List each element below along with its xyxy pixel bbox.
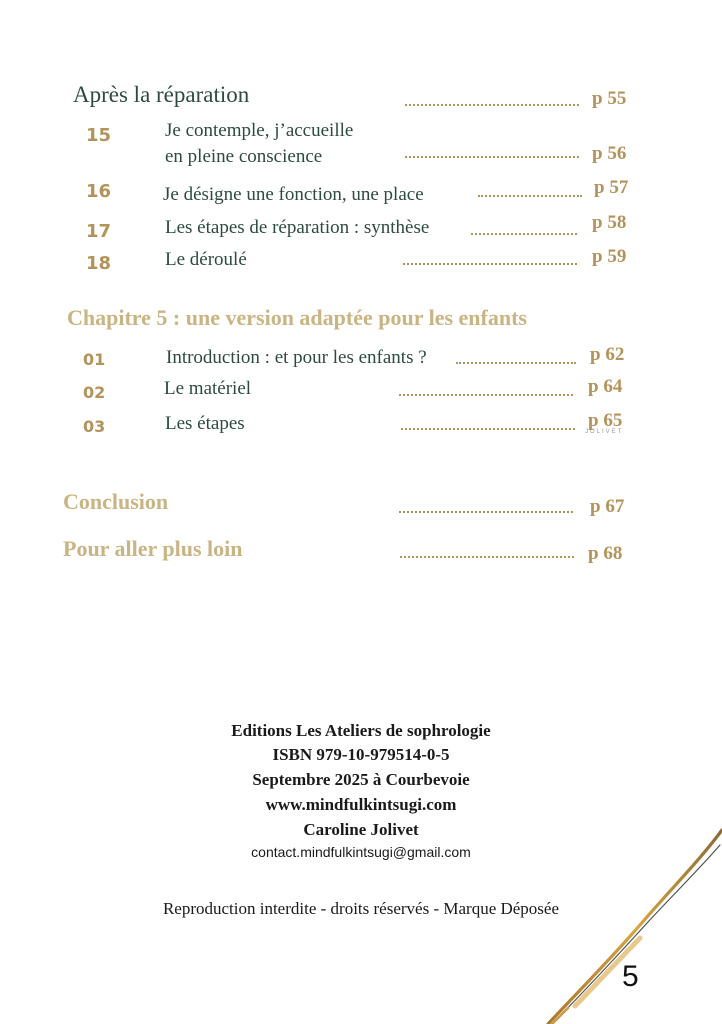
contact-email: contact.mindfulkintsugi@gmail.com [251,844,471,860]
toc-page-number: p 55 [592,88,627,109]
toc-entry-title: Le matériel [164,378,252,399]
toc-page-number: p 62 [590,344,625,365]
toc-entry-number: 15 [86,125,112,146]
toc-page-number: p 68 [588,543,623,564]
toc-entry-title: Les étapes de réparation : synthèse [165,217,430,238]
conclusion-title: Conclusion [63,489,169,514]
toc-page-number: p 57 [594,177,629,198]
toc-page-number: p 67 [590,496,625,517]
section-title-apres: Après la réparation [73,82,250,107]
toc-page-number: p 56 [592,143,627,164]
copyright-notice: Reproduction interdite - droits réservés - Marque Déposée [162,899,560,918]
toc-entry-number: 16 [86,181,112,202]
page-number: 5 [622,960,639,993]
toc-entry-title: Le déroulé [165,249,247,270]
toc-page-number: p 65 [588,410,623,431]
toc-entry-number: 03 [83,417,106,436]
toc-entry-number: 18 [86,253,112,274]
publication-date: Septembre 2025 à Courbevoie [252,770,470,789]
toc-entry-title-line1: Je contemple, j’accueille [165,120,354,141]
toc-entry-number: 02 [83,383,106,402]
chapter-title: Chapitre 5 : une version adaptée pour les enfants [67,305,527,330]
toc-entry-number: 01 [83,350,106,369]
toc-page-number: p 64 [588,376,623,397]
further-title: Pour aller plus loin [63,536,243,561]
toc-entry-number: 17 [86,221,112,242]
toc-entry-title-line2: en pleine conscience [165,146,323,167]
isbn: ISBN 979-10-979514-0-5 [272,745,450,764]
website: www.mindfulkintsugi.com [265,795,457,814]
author-name: Caroline Jolivet [303,820,419,839]
publisher-name: Editions Les Ateliers de sophrologie [231,721,491,740]
watermark-text: JOLIVET [585,429,624,435]
toc-entry-title: Je désigne une fonction, une place [163,184,424,205]
toc-entry-title: Les étapes [165,413,245,434]
toc-page-number: p 59 [592,246,627,267]
toc-page-number: p 58 [592,212,627,233]
toc-entry-title: Introduction : et pour les enfants ? [166,347,427,368]
